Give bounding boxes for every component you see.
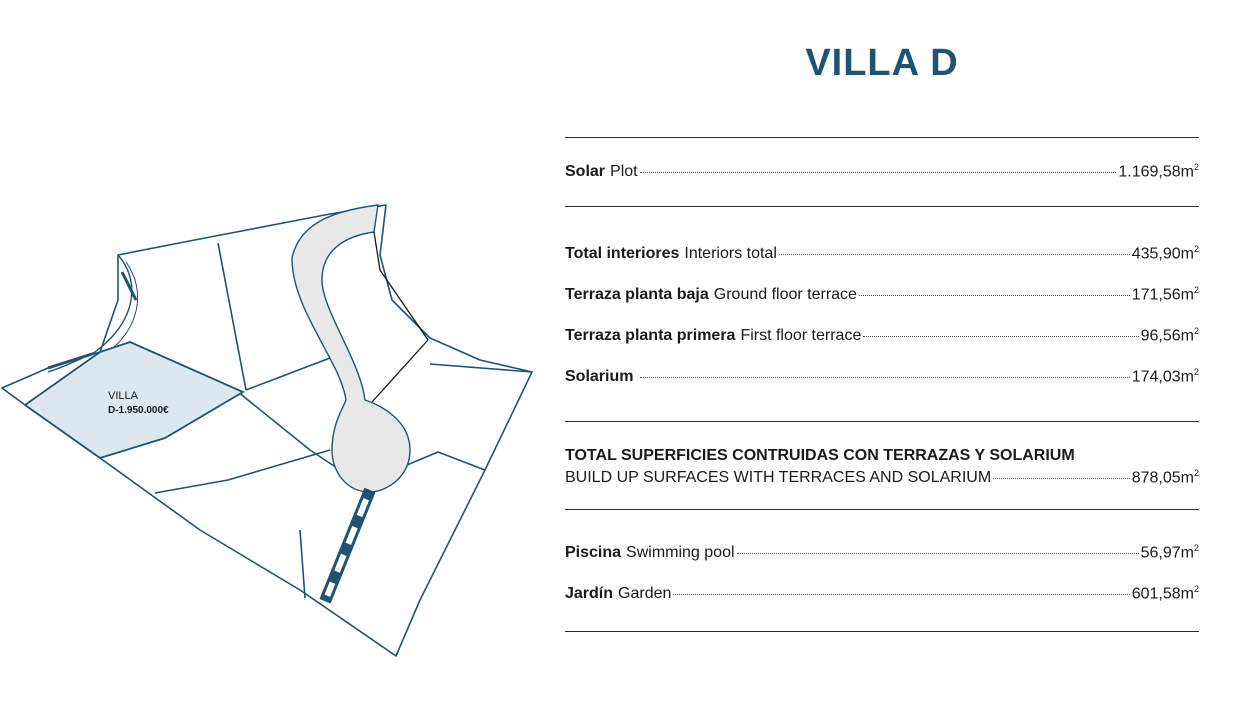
row-label: Garden [618,585,672,603]
divider [565,206,1199,207]
row-value: $435,90m^2$ [1131,244,1199,263]
leader-dots [673,594,1129,595]
villa-label: VILLA [108,390,138,402]
lot-divider [238,392,340,470]
row-garden [565,584,1199,603]
row-value: $601,58m^2$ [1131,584,1199,603]
row-label-bold: Piscina [565,544,622,562]
page-title: VILLA D [805,42,959,84]
row-label: First floor terrace [740,327,862,345]
row-ground-terrace [565,285,1199,304]
leader-dots [779,254,1130,255]
row-solarium [565,367,1199,386]
row-value: $56,97m^2$ [1140,543,1199,562]
leader-dots [737,553,1139,554]
row-first-terrace [565,326,1199,345]
divider [565,631,1199,632]
row-value: $878,05m^2$ [1131,468,1199,487]
row-value: $96,56m^2$ [1140,326,1199,345]
lot-divider [300,530,305,598]
row-pool [565,543,1199,562]
row-value: $1.169,58m^2$ [1118,162,1199,181]
row-label-bold: Terraza planta primera [565,327,736,345]
divider [565,509,1199,510]
divider [565,137,1199,138]
divider [565,421,1199,422]
lot-divider [218,243,246,390]
row-value: $174,03m^2$ [1131,367,1199,386]
garden-path [319,488,375,604]
total-title: TOTAL SUPERFICIES CONTRUIDAS CON TERRAZAS Y SOLARIUM [565,447,1075,464]
row-label-bold: Solar [565,163,606,181]
leader-dots [863,336,1138,337]
leader-dots [993,478,1130,479]
row-label: Swimming pool [626,544,735,562]
row-label: Plot [610,163,638,181]
villa-price: D-1.950.000€ [108,405,169,416]
leader-dots [640,172,1117,173]
row-label-bold: Jardín [565,585,614,603]
row-label-bold: Total interiores [565,245,680,263]
lot-divider [246,358,330,390]
row-label: Interiors total [684,245,777,263]
site-plan [0,0,560,713]
row-label-bold: Terraza planta baja [565,286,709,304]
lot-divider [155,450,330,493]
row-value: $171,56m^2$ [1131,285,1199,304]
leader-dots [859,295,1130,296]
row-total [565,468,1199,487]
row-plot [565,162,1199,181]
row-label: Ground floor terrace [713,286,857,304]
row-label: BUILD UP SURFACES WITH TERRACES AND SOLARIUM [565,469,992,487]
leader-dots [640,377,1129,378]
row-interiors [565,244,1199,263]
row-label-bold: Solarium [565,368,634,386]
